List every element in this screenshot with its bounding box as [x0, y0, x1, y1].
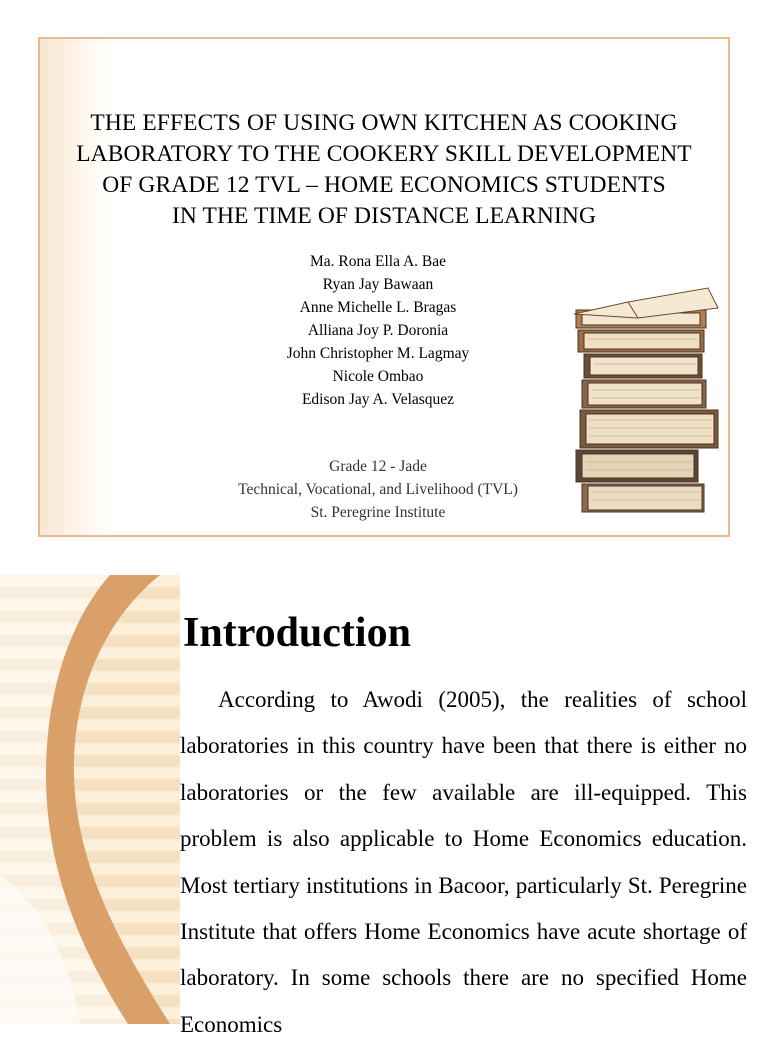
title-line: LABORATORY TO THE COOKERY SKILL DEVELOPMENT	[76, 141, 692, 167]
author-name: Ryan Jay Bawaan	[322, 276, 434, 293]
slide-title	[38, 108, 730, 232]
author-name: Edison Jay A. Velasquez	[301, 391, 455, 408]
author-list	[178, 250, 578, 411]
author-name: John Christopher M. Lagmay	[286, 345, 470, 362]
decorative-swirl-background	[0, 575, 180, 1024]
intro-paragraph: According to Awodi (2005), the realities of school laboratories in this country have been that there is either no laboratories or the few available are ill-equipped. This problem is also applicable to Home Economics education. Most tertiary institutions in Bacoor, particularly St. Peregrine Institute that offers Home Economics have acute shortage of laboratory. In some schools there are no specified Home Economics	[180, 687, 747, 1037]
stack-of-books-icon	[568, 284, 728, 520]
author-name: Nicole Ombao	[332, 368, 424, 385]
author-name: Ma. Rona Ella A. Bae	[309, 253, 447, 270]
strand-name: Technical, Vocational, and Livelihood (TVL)	[238, 481, 518, 498]
affiliation	[178, 455, 578, 524]
introduction-slide	[0, 575, 768, 1037]
title-line: IN THE TIME OF DISTANCE LEARNING	[171, 203, 597, 229]
school-name: St. Peregrine Institute	[310, 504, 446, 521]
title-line: THE EFFECTS OF USING OWN KITCHEN AS COOKING	[90, 110, 678, 136]
title-line: OF GRADE 12 TVL – HOME ECONOMICS STUDENTS	[102, 172, 666, 198]
grade-section: Grade 12 - Jade	[329, 458, 427, 475]
author-name: Anne Michelle L. Bragas	[299, 299, 457, 316]
section-heading: Introduction	[183, 610, 411, 656]
author-name: Alliana Joy P. Doronia	[307, 322, 449, 339]
